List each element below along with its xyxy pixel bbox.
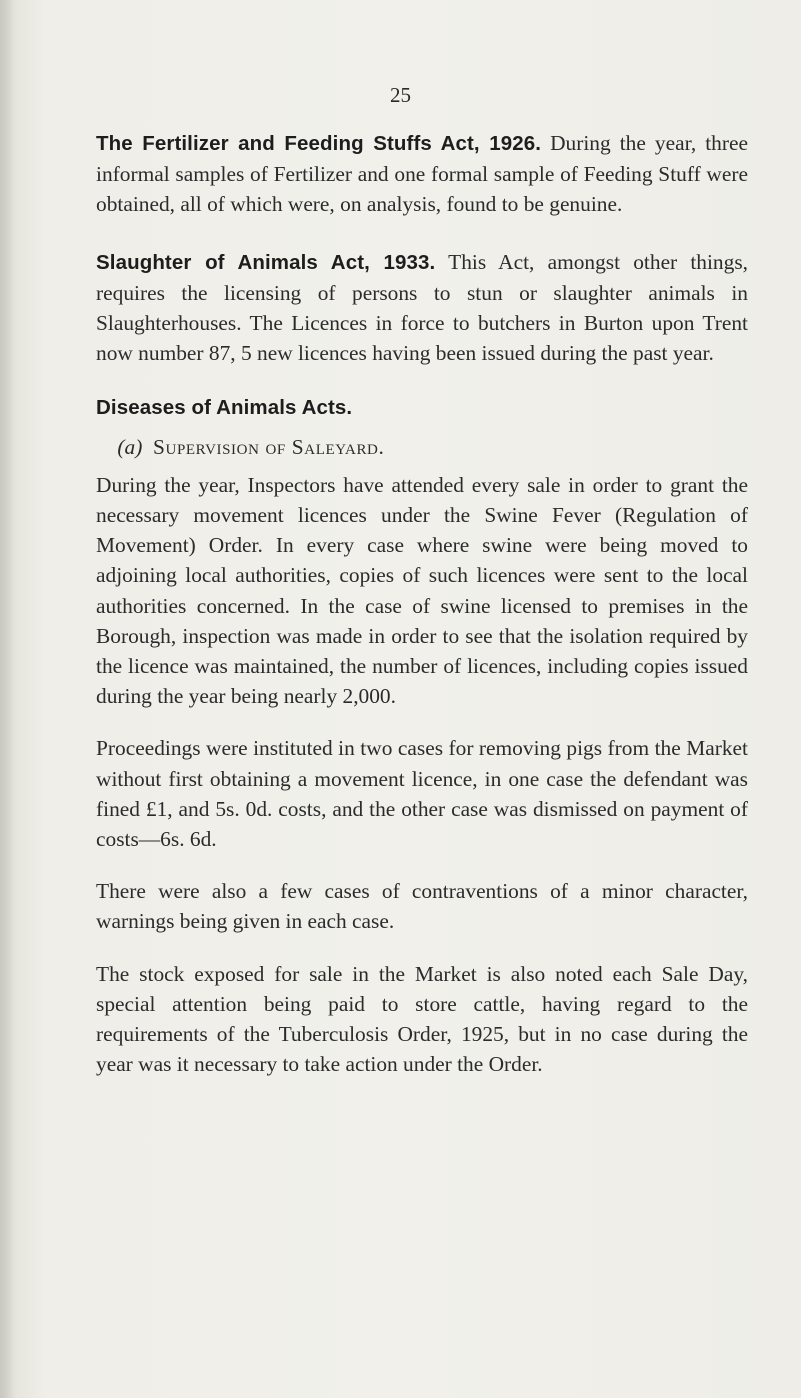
slaughter-section [96, 247, 748, 369]
diseases-section-heading-row [96, 392, 748, 423]
fertilizer-heading: The Fertilizer and Feeding Stuffs Act, 1926. [96, 132, 542, 155]
paragraph-contraventions: There were also a few cases of contraventions of a minor character, warnings being given in each case. [96, 879, 748, 934]
page-number: 25 [390, 83, 411, 107]
slaughter-text: This Act, amongst other things, requires the licensing of persons to stun or slaughter animals in Slaughterhouses. The Licences in force to butchers in Burton upon Trent now number 87, 5 new licences having been issued during the past year. [96, 249, 748, 366]
paragraph-proceedings: Proceedings were instituted in two cases for removing pigs from the Market without first obtaining a movement licence, in one case the defendant was fined £1, and 5s. 0d. costs, and the other case was dismissed on payment of costs—6s. 6d. [96, 736, 748, 852]
saleyard-subheading [96, 432, 748, 462]
page-content [96, 128, 748, 1079]
slaughter-heading: Slaughter of Animals Act, 1933. [96, 250, 436, 274]
fertilizer-text: During the year, three informal samples of Fertilizer and one formal sample of Feeding Stuff were obtained, all of which were, on analysis, found to be genuine. [96, 131, 748, 217]
fertilizer-section [96, 128, 748, 220]
page-edge-shadow [0, 0, 14, 1398]
paragraph-inspectors: During the year, Inspectors have attended every sale in order to grant the necessary movement licences under the Swine Fever (Regulation of Movement) Order. In every case where swine were being moved to adjoining local authorities, copies of such licences were sent to the local authorities concerned. In the case of swine licensed to premises in the Borough, inspection was made in order to see that the isolation required by the licence was maintained, the number of licences, including copies issued during the year being nearly 2,000. [96, 472, 748, 709]
subsection-label: (a) [117, 434, 143, 459]
diseases-heading: Diseases of Animals Acts. [96, 396, 353, 420]
paragraph-stock: The stock exposed for sale in the Market is also noted each Sale Day, special attention being paid to store cattle, having regard to the requirements of the Tuberculosis Order, 1925, but in no case during the year was it necessary to take action under the Order. [96, 961, 748, 1077]
subsection-title: Supervision of Saleyard. [153, 434, 385, 459]
